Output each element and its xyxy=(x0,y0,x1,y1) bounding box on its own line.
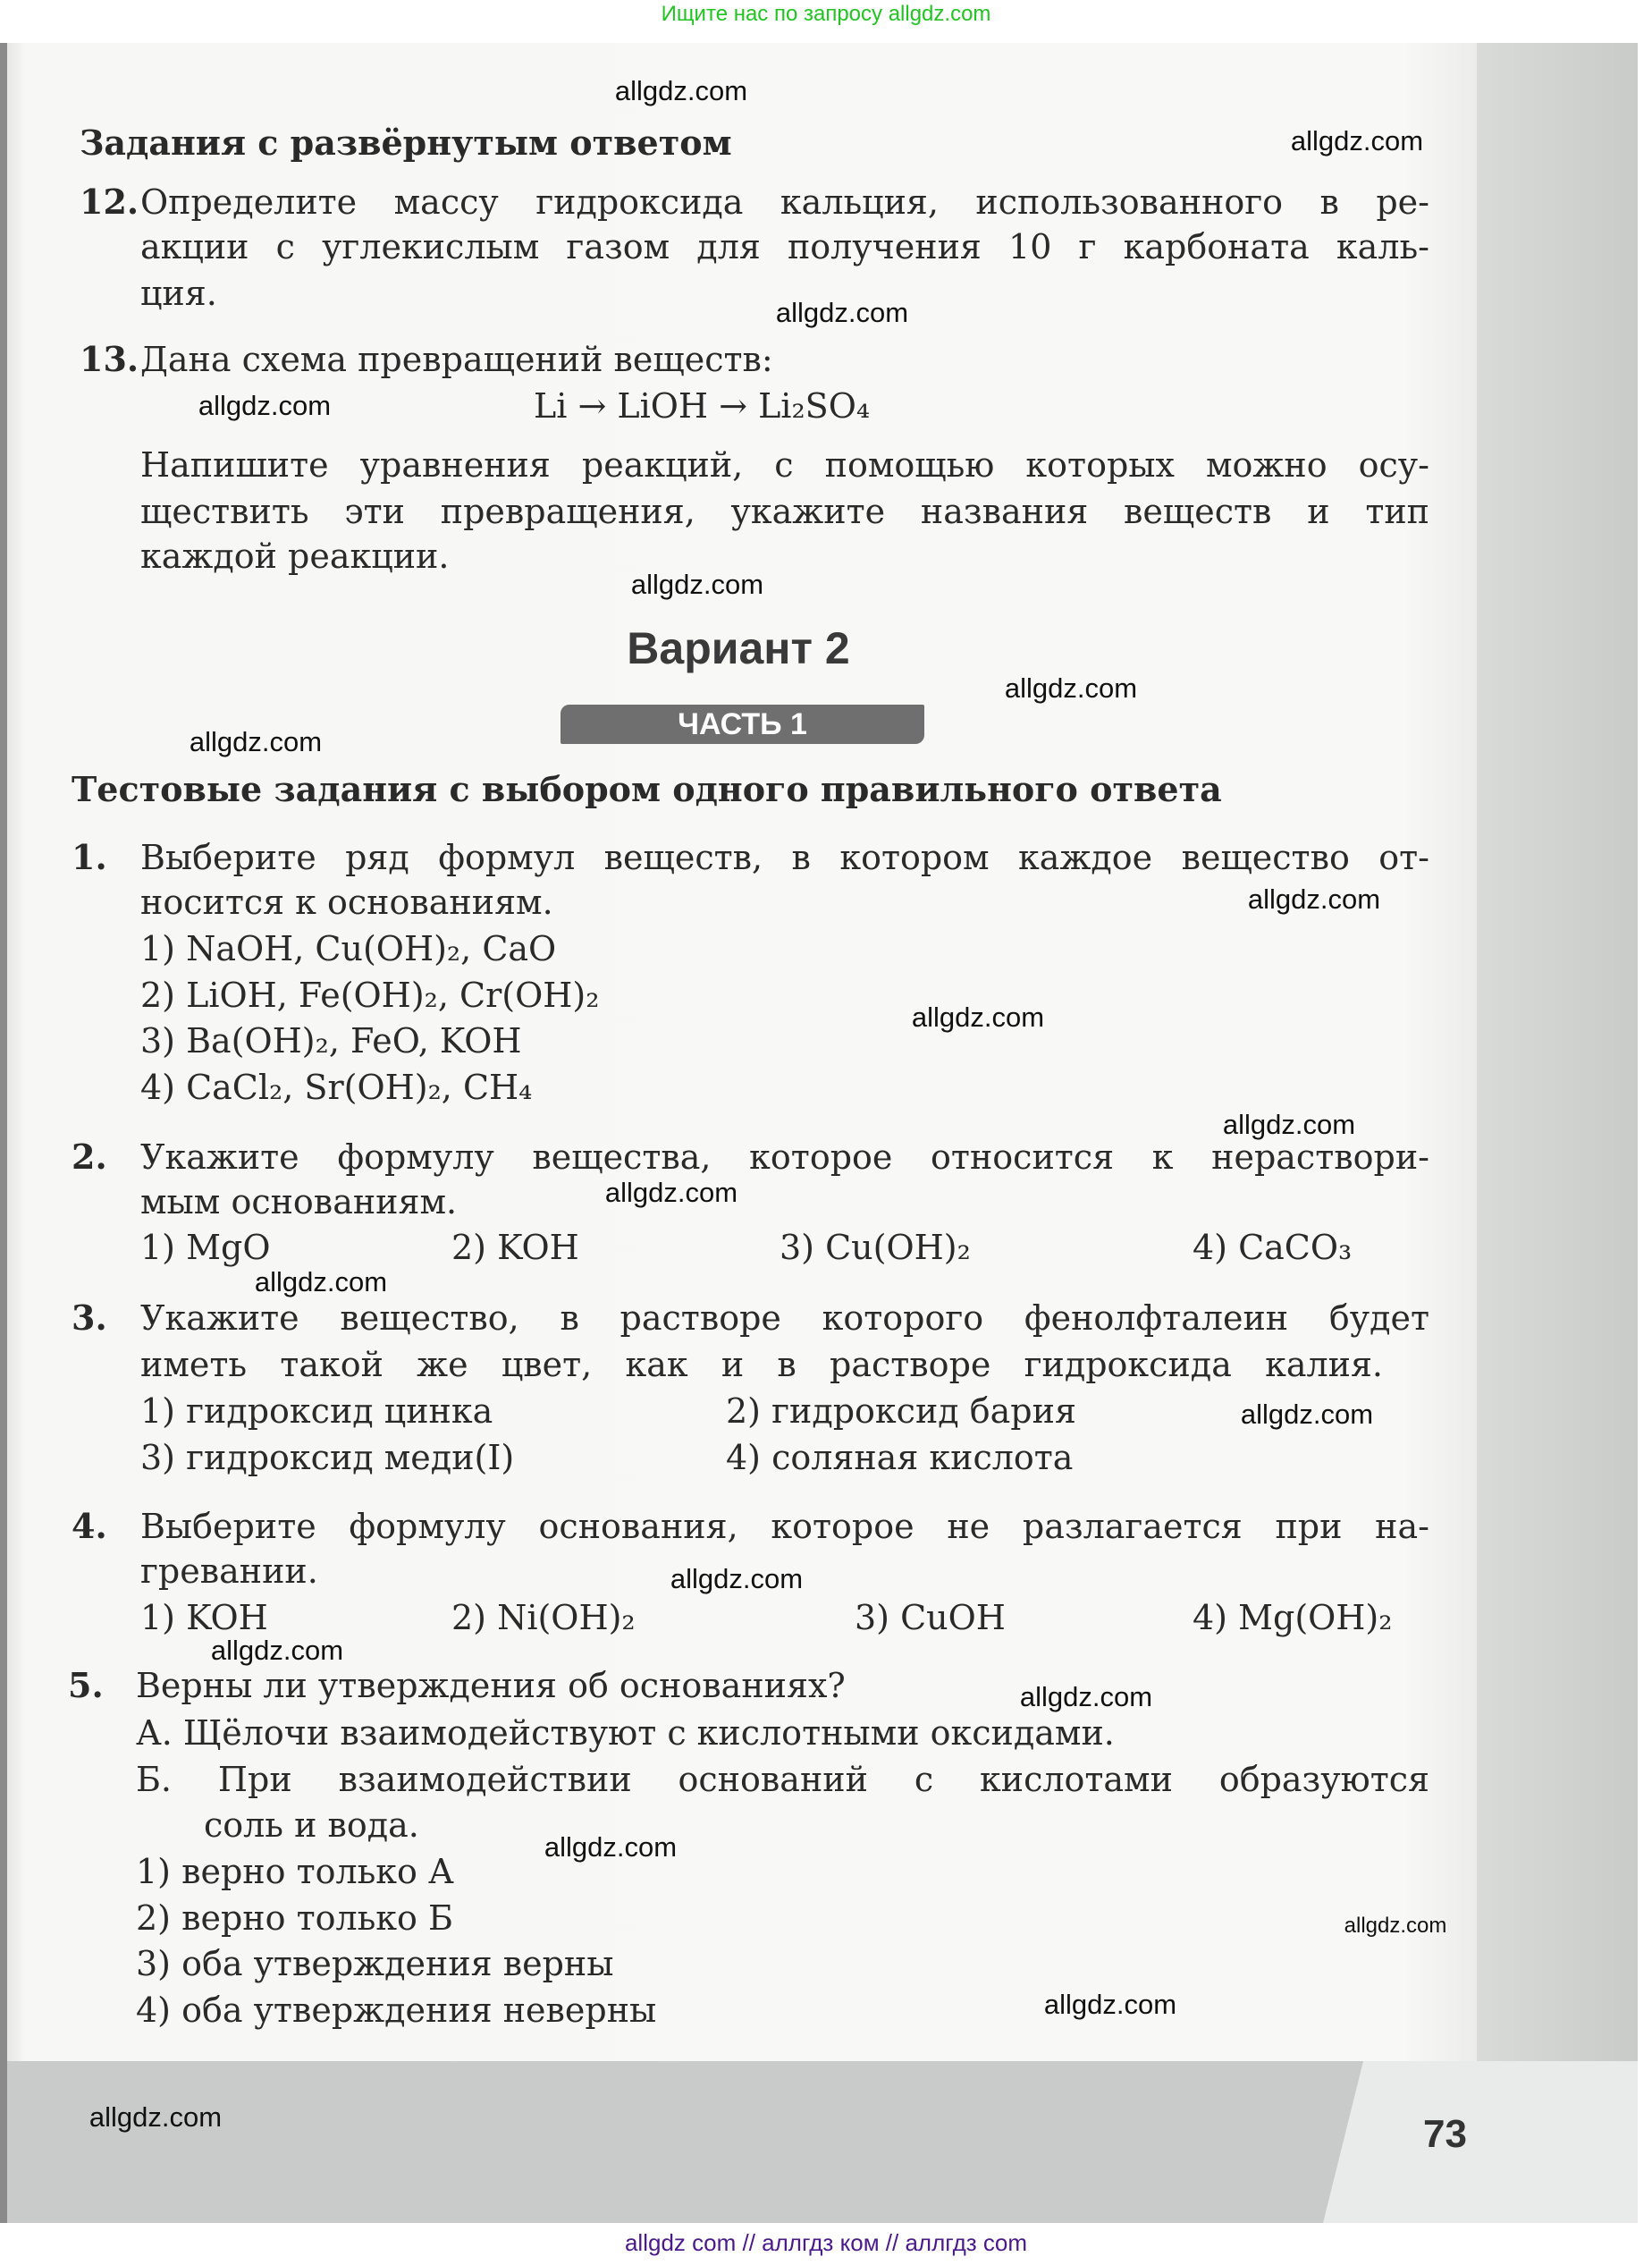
footer-links[interactable]: allgdz com // аллгдз ком // аллгдз com xyxy=(624,2229,1028,2256)
q12-text: Определите массу гидроксида кальция, использованного в ре- xyxy=(140,182,1429,222)
q3-option: 3) гидроксид меди(I) xyxy=(140,1438,515,1477)
watermark: allgdz.com xyxy=(198,390,332,421)
q5-statement: Б. При взаимодействии оснований с кислотами образуются xyxy=(136,1760,1429,1799)
q4-text: Выберите формулу основания, которое не разлагается при на- xyxy=(140,1507,1429,1546)
q3-text: Укажите вещество, в растворе которого фенолфталеин будет xyxy=(140,1298,1429,1338)
q2-option: 4) CaCO₃ xyxy=(1193,1228,1353,1267)
q12-number: 12. xyxy=(80,182,139,222)
watermark: allgdz.com xyxy=(1247,883,1381,915)
q2-option: 3) Cu(OH)₂ xyxy=(780,1228,971,1267)
q1-option: 2) LiOH, Fe(OH)₂, Cr(OH)₂ xyxy=(140,976,600,1015)
q1-number: 1. xyxy=(72,837,107,877)
watermark: allgdz.com xyxy=(88,2101,223,2133)
q3-number: 3. xyxy=(72,1297,107,1338)
q4-number: 4. xyxy=(72,1506,107,1546)
watermark: allgdz.com xyxy=(775,297,909,328)
q13-number: 13. xyxy=(80,339,139,379)
q2-option: 2) KOH xyxy=(451,1228,579,1267)
watermark: allgdz.com xyxy=(254,1266,388,1297)
q5-option: 3) оба утверждения верны xyxy=(136,1944,614,1983)
page-corner-shade xyxy=(1323,2061,1638,2223)
q5-statement: А. Щёлочи взаимодействуют с кислотными оксидами. xyxy=(136,1713,1115,1753)
watermark: allgdz.com xyxy=(604,1177,738,1208)
watermark: allgdz.com xyxy=(1290,125,1424,156)
q12-text: ция. xyxy=(140,274,217,313)
q3-option: 1) гидроксид цинка xyxy=(140,1391,493,1431)
q1-option: 1) NaOH, Cu(OH)₂, CaO xyxy=(140,929,557,968)
q12-text: акции с углекислым газом для получения 10 г карбоната каль- xyxy=(140,227,1429,266)
q13-text: каждой реакции. xyxy=(140,537,450,576)
q2-text: мым основаниям. xyxy=(140,1182,458,1221)
q5-text: Верны ли утверждения об основаниях? xyxy=(136,1666,846,1705)
watermark: allgdz.com xyxy=(1004,672,1138,704)
watermark: allgdz.com xyxy=(1043,1989,1177,2020)
q1-option: 3) Ba(OH)₂, FeO, KOH xyxy=(140,1021,522,1061)
section-heading-extended: Задания с развёрнутым ответом xyxy=(80,123,732,163)
q13-text: ществить эти превращения, укажите названия веществ и тип xyxy=(140,492,1429,531)
watermark: allgdz.com xyxy=(911,1002,1045,1033)
q13-text: Напишите уравнения реакций, с помощью которых можно осу- xyxy=(140,445,1429,485)
q2-text: Укажите формулу вещества, которое относится к нераствори- xyxy=(140,1137,1429,1177)
watermark: allgdz.com xyxy=(1344,1914,1447,1938)
q5-option: 4) оба утверждения неверны xyxy=(136,1990,657,2030)
q5-number: 5. xyxy=(68,1665,104,1705)
q13-text: Дана схема превращений веществ: xyxy=(140,340,773,379)
watermark: allgdz.com xyxy=(210,1635,344,1666)
watermark: allgdz.com xyxy=(614,75,748,106)
watermark: allgdz.com xyxy=(630,569,764,600)
section-heading-test: Тестовые задания с выбором одного правильного ответа xyxy=(72,769,1222,809)
margin xyxy=(1638,36,1652,2227)
q1-text: Выберите ряд формул веществ, в котором каждое вещество от- xyxy=(140,838,1429,877)
q5-statement: соль и вода. xyxy=(204,1805,419,1845)
watermark: allgdz.com xyxy=(544,1831,678,1863)
q3-option: 2) гидроксид бария xyxy=(726,1391,1076,1431)
q13-scheme: Li → LiOH → Li₂SO₄ xyxy=(534,386,871,426)
q1-option: 4) CaCl₂, Sr(OH)₂, CH₄ xyxy=(140,1068,533,1107)
q3-text: иметь такой же цвет, как и в растворе гидроксида калия. xyxy=(140,1345,1383,1384)
q5-option: 1) верно только А xyxy=(136,1852,454,1891)
q2-option: 1) MgO xyxy=(140,1228,271,1267)
watermark: allgdz.com xyxy=(670,1563,804,1594)
q1-text: носится к основаниям. xyxy=(140,883,553,922)
q4-option: 4) Mg(OH)₂ xyxy=(1193,1598,1393,1637)
q4-option: 1) KOH xyxy=(140,1598,268,1637)
watermark: allgdz.com xyxy=(1240,1399,1374,1430)
part-label: ЧАСТЬ 1 xyxy=(560,705,924,744)
page-number: 73 xyxy=(1423,2112,1467,2156)
q5-option: 2) верно только Б xyxy=(136,1898,453,1938)
watermark: allgdz.com xyxy=(189,726,323,757)
q3-option: 4) соляная кислота xyxy=(726,1438,1074,1477)
watermark: allgdz.com xyxy=(1222,1109,1356,1140)
watermark: allgdz.com xyxy=(1019,1681,1153,1712)
q4-option: 3) CuOH xyxy=(855,1598,1006,1637)
page-edge xyxy=(1477,43,1638,2223)
top-banner[interactable]: Ищите нас по запросу allgdz.com xyxy=(661,2,991,26)
q2-number: 2. xyxy=(72,1137,107,1177)
q4-text: гревании. xyxy=(140,1551,318,1591)
variant-title: Вариант 2 xyxy=(627,623,850,673)
q4-option: 2) Ni(OH)₂ xyxy=(451,1598,636,1637)
